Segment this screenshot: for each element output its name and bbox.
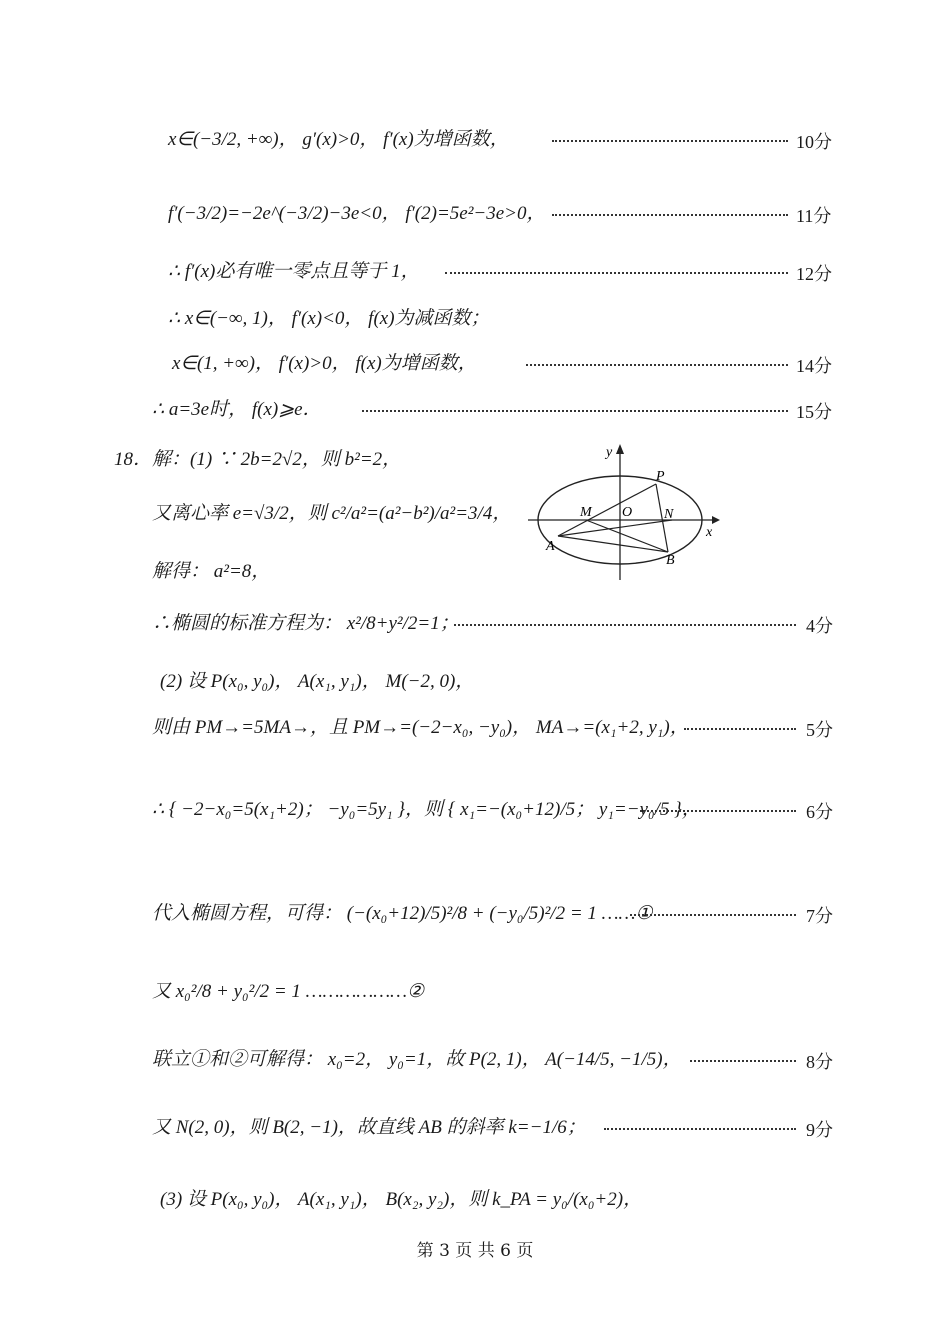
line-17 <box>152 1112 586 1139</box>
expr-7: 18．解：(1) ∵ 2b=2√2，则 b²=2， <box>114 449 402 470</box>
expr-10: ∴椭圆的标准方程为： x²/8+y²/2=1； <box>152 613 459 634</box>
score-13: 6分 <box>806 802 833 822</box>
line-7 <box>114 444 401 471</box>
ellipse-diagram <box>522 440 722 580</box>
expr-17: 又 N(2, 0)，则 B(2, −1)，故直线 AB 的斜率 k=−1/6； <box>152 1117 586 1138</box>
score-12: 5分 <box>806 720 833 740</box>
score-6: 15分 <box>796 402 832 422</box>
dots-10 <box>454 624 796 626</box>
dots-12 <box>684 728 796 730</box>
line-AN <box>558 520 672 536</box>
label-N: N <box>664 507 674 522</box>
dots-17 <box>604 1128 796 1130</box>
score-3: 12分 <box>796 264 832 284</box>
expr-5: x∈(1, +∞)， f′(x)>0， f(x)为增函数， <box>172 353 477 374</box>
x-axis-arrow <box>712 516 720 524</box>
expr-2: f′(−3/2)=−2e^(−3/2)−3e<0， f′(2)=5e²−3e>0， <box>168 203 546 224</box>
score-14: 7分 <box>806 906 833 926</box>
expr-9: 解得： a²=8， <box>152 561 271 582</box>
score-17: 9分 <box>806 1120 833 1140</box>
dots-3 <box>445 272 788 274</box>
label-M: M <box>580 505 592 520</box>
label-O: O <box>622 505 633 520</box>
dots-1 <box>552 140 788 142</box>
label-A: A <box>546 539 555 554</box>
dots-6 <box>362 410 788 412</box>
line-5 <box>172 348 477 375</box>
dots-16 <box>690 1060 796 1062</box>
label-x: x <box>706 525 713 540</box>
expr-12: 则由 PM→=5MA→，且 PM→=(−2−x₀, −y₀)， MA→=(x₁+2, y₁)， <box>152 717 689 738</box>
score-16: 8分 <box>806 1052 833 1072</box>
line-3 <box>168 256 420 283</box>
expr-16: 联立①和②可解得： x₀=2， y₀=1，故 P(2, 1)， A(−14/5, −1/5)， <box>152 1049 682 1070</box>
label-P: P <box>656 469 665 484</box>
line-10 <box>152 608 459 635</box>
dots-5 <box>526 364 788 366</box>
score-1: 10分 <box>796 132 832 152</box>
dots-14 <box>630 914 796 916</box>
line-6 <box>152 394 322 421</box>
line-AB <box>558 536 668 552</box>
dots-2 <box>552 214 788 216</box>
line-MB <box>586 520 668 552</box>
line-14 <box>152 898 652 925</box>
expr-15: 又 x₀²/8 + y₀²/2 = 1 ………………② <box>152 981 425 1002</box>
expr-8: 又离心率 e=√3/2，则 c²/a²=(a²−b²)/a²=3/4， <box>152 503 512 524</box>
expr-14: 代入椭圆方程，可得： (−(x₀+12)/5)²/8 + (−y₀/5)²/2 = 1 ……① <box>152 903 653 924</box>
score-2: 11分 <box>796 206 832 226</box>
line-1 <box>168 124 509 151</box>
line-12 <box>152 712 689 739</box>
label-y: y <box>606 445 613 460</box>
line-15 <box>152 976 424 1003</box>
label-B: B <box>666 553 675 568</box>
line-16 <box>152 1044 682 1071</box>
y-axis-arrow <box>616 444 624 454</box>
line-4 <box>168 303 490 330</box>
dots-13 <box>640 810 796 812</box>
line-13 <box>152 794 701 821</box>
score-10: 4分 <box>806 616 833 636</box>
line-2 <box>168 198 545 225</box>
line-9 <box>152 556 270 583</box>
expr-3: ∴ f′(x)必有唯一零点且等于 1， <box>168 261 420 282</box>
expr-18: (3) 设 P(x₀, y₀)， A(x₁, y₁)， B(x₂, y₂)，则 k_PA = y₀/(x₀+2)， <box>160 1189 643 1210</box>
expr-13: ∴ { −2−x₀=5(x₁+2)； −y₀=5y₁ }，则 { x₁=−(x₀+12)/5； y₁=−y₀/5 }， <box>152 799 701 820</box>
line-11 <box>160 666 474 693</box>
expr-1: x∈(−3/2, +∞)， g′(x)>0， f′(x)为增函数， <box>168 129 509 150</box>
line-8 <box>152 498 511 525</box>
expr-11: (2) 设 P(x₀, y₀)， A(x₁, y₁)， M(−2, 0)， <box>160 671 475 692</box>
expr-6: ∴ a=3e时， f(x)⩾e． <box>152 399 322 420</box>
line-18 <box>160 1184 642 1211</box>
expr-4: ∴ x∈(−∞, 1)， f′(x)<0， f(x)为减函数； <box>168 308 490 329</box>
score-5: 14分 <box>796 356 832 376</box>
page-footer: 第 3 页 共 6 页 <box>416 1241 534 1261</box>
